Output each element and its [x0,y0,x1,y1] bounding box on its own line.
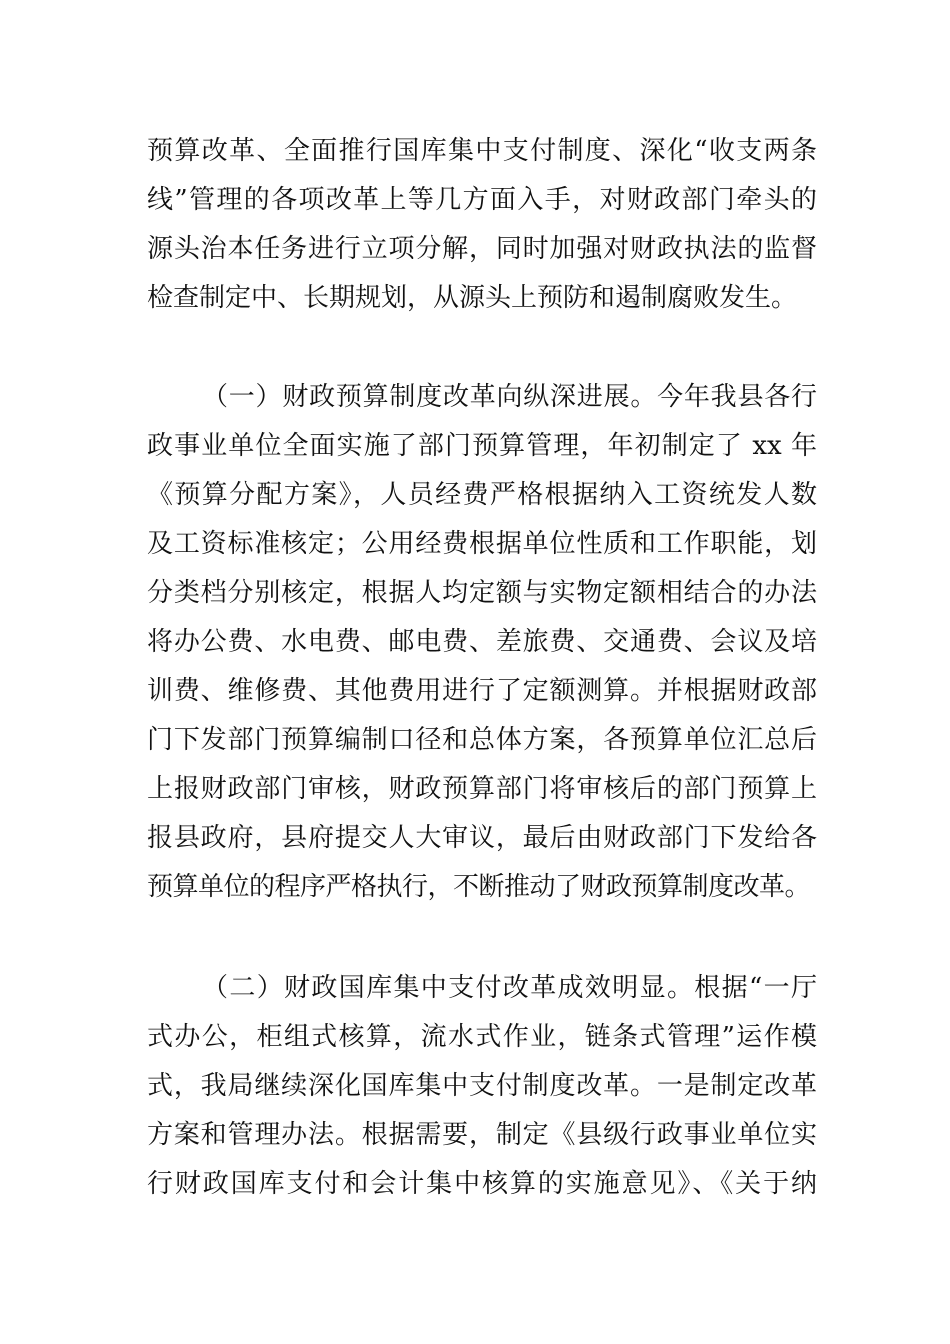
paragraph-3-line-1: （二）财政国库集中支付改革成效明显。根据“一厅 [202,973,817,1003]
paragraph-3-line-2: 式办公，柜组式核算，流水式作业，链条式管理”运作模 [147,1022,817,1052]
paragraph-2-line-1: （一）财政预算制度改革向纵深进展。今年我县各行 [202,382,817,412]
paragraph-2-line-4: 及工资标准核定；公用经费根据单位性质和工作职能，划 [147,529,817,559]
paragraph-1-line-4: 检查制定中、长期规划，从源头上预防和遏制腐败发生。 [147,283,798,313]
paragraph-2-line-10: 报县政府，县府提交人大审议，最后由财政部门下发给各 [147,823,817,853]
paragraph-1-line-1: 预算改革、全面推行国库集中支付制度、深化“收支两条 [147,136,817,166]
paragraph-2-line-3: 《预算分配方案》，人员经费严格根据纳入工资统发人数 [147,480,817,510]
paragraph-1-line-2: 线”管理的各项改革上等几方面入手，对财政部门牵头的 [147,185,817,215]
paragraph-3-line-4: 方案和管理办法。根据需要，制定《县级行政事业单位实 [147,1120,817,1150]
paragraph-2-line-7: 训费、维修费、其他费用进行了定额测算。并根据财政部 [147,676,817,706]
paragraph-2-line-5: 分类档分别核定，根据人均定额与实物定额相结合的办法 [147,578,817,608]
paragraph-2-line-11: 预算单位的程序严格执行，不断推动了财政预算制度改革。 [147,872,811,902]
paragraph-3-line-3: 式，我局继续深化国库集中支付制度改革。一是制定改革 [147,1071,817,1101]
paragraph-3-line-5: 行财政国库支付和会计集中核算的实施意见》、《关于纳 [147,1169,817,1199]
paragraph-2-line-6: 将办公费、水电费、邮电费、差旅费、交通费、会议及培 [147,627,817,657]
paragraph-2-line-9: 上报财政部门审核，财政预算部门将审核后的部门预算上 [147,774,817,804]
paragraph-1-line-3: 源头治本任务进行立项分解，同时加强对财政执法的监督 [147,234,817,264]
paragraph-2-line-2: 政事业单位全面实施了部门预算管理，年初制定了 xx 年 [147,431,817,461]
paragraph-2-line-8: 门下发部门预算编制口径和总体方案，各预算单位汇总后 [147,725,817,755]
